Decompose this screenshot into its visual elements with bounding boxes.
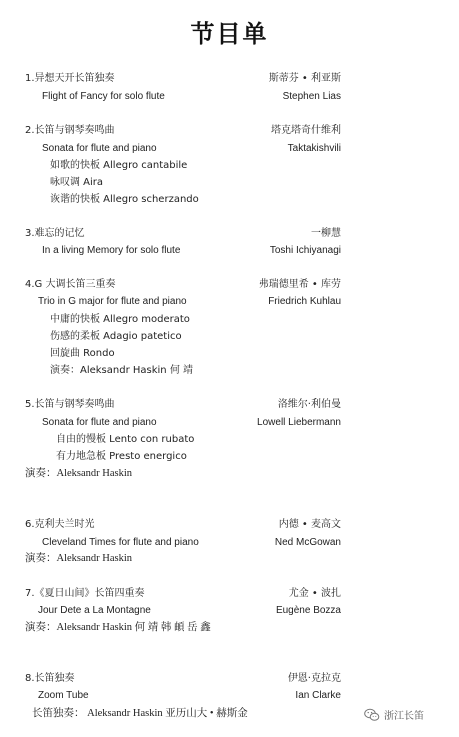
item-3-heading: 3.难忘的记忆 — [25, 228, 85, 239]
item-5-composer-cn: 洛维尔·利伯曼 — [277, 399, 341, 410]
item-4-composer-cn: 弗瑞德里希 • 库劳 — [258, 279, 341, 290]
item-2-english-title: Sonata for flute and piano — [42, 143, 157, 154]
item-4-composer-en: Friedrich Kuhlau — [268, 296, 341, 307]
item-5-heading: 5.长笛与钢琴奏鸣曲 — [25, 399, 115, 410]
item-6-composer-cn: 内德 • 麦高文 — [278, 519, 341, 530]
item-3-composer-cn: 一柳慧 — [311, 228, 341, 239]
item-8-performers: 长笛独奏： Aleksandr Haskin 亚历山大 • 赫斯金 — [32, 708, 248, 719]
item-2-composer-en: Taktakishvili — [287, 143, 341, 154]
item-5-composer-en: Lowell Liebermann — [257, 417, 341, 428]
item-4-movement: 伤感的柔板 Adagio patetico — [50, 331, 182, 342]
item-4-english-title: Trio in G major for flute and piano — [38, 296, 187, 307]
item-4-movement: 回旋曲 Rondo — [50, 348, 115, 359]
item-2-composer-cn: 塔克塔奇什维利 — [271, 125, 341, 136]
item-8-composer-en: Ian Clarke — [295, 690, 341, 701]
item-2-movement: 诙谐的快板 Allegro scherzando — [50, 194, 199, 205]
watermark-text: 浙江长笛 — [384, 711, 424, 722]
item-4-heading: 4.G 大调长笛三重奏 — [25, 279, 116, 290]
item-6-composer-en: Ned McGowan — [274, 537, 341, 548]
item-2-heading: 2.长笛与钢琴奏鸣曲 — [25, 125, 115, 136]
item-5-english-title: Sonata for flute and piano — [42, 417, 157, 428]
item-5-performers: 演奏：Aleksandr Haskin — [25, 468, 133, 479]
item-3-composer-en: Toshi Ichiyanagi — [269, 245, 341, 256]
item-4-movement: 中庸的快板 Allegro moderato — [50, 314, 190, 325]
item-5-movement: 自由的慢板 Lento con rubato — [56, 434, 195, 445]
item-3-english-title: In a living Memory for solo flute — [42, 245, 181, 256]
item-7-performers: 演奏：Aleksandr Haskin 何 靖 韩 頔 岳 鑫 — [25, 622, 211, 633]
item-1-english-title: Flight of Fancy for solo flute — [42, 91, 165, 102]
item-4-performers: 演奏：Aleksandr Haskin 何 靖 — [50, 365, 193, 376]
item-6-heading: 6.克利夫兰时光 — [25, 519, 95, 530]
item-6-english-title: Cleveland Times for flute and piano — [42, 537, 199, 548]
item-7-heading: 7.《夏日山间》长笛四重奏 — [25, 588, 145, 599]
item-7-english-title: Jour Dete a La Montagne — [38, 605, 151, 616]
item-8-english-title: Zoom Tube — [38, 690, 89, 701]
item-5-movement: 有力地急板 Presto energico — [56, 451, 187, 462]
item-6-performers: 演奏：Aleksandr Haskin — [25, 553, 133, 564]
item-2-movement: 如歌的快板 Allegro cantabile — [50, 160, 188, 171]
item-7-composer-en: Eugène Bozza — [275, 605, 341, 616]
wechat-icon — [364, 708, 380, 722]
item-1-composer-cn: 斯蒂芬 • 利亚斯 — [268, 73, 341, 84]
item-8-heading: 8.长笛独奏 — [25, 673, 75, 684]
item-1-composer-en: Stephen Lias — [282, 91, 341, 102]
wechat-watermark — [364, 707, 424, 722]
item-1-heading: 1.异想天开长笛独奏 — [25, 73, 115, 84]
item-2-movement: 咏叹调 Aira — [50, 177, 104, 188]
item-7-composer-cn: 尤金 • 波扎 — [288, 588, 341, 599]
program-title: 节目单 — [190, 19, 269, 48]
item-8-composer-cn: 伊恩·克拉克 — [287, 673, 341, 684]
